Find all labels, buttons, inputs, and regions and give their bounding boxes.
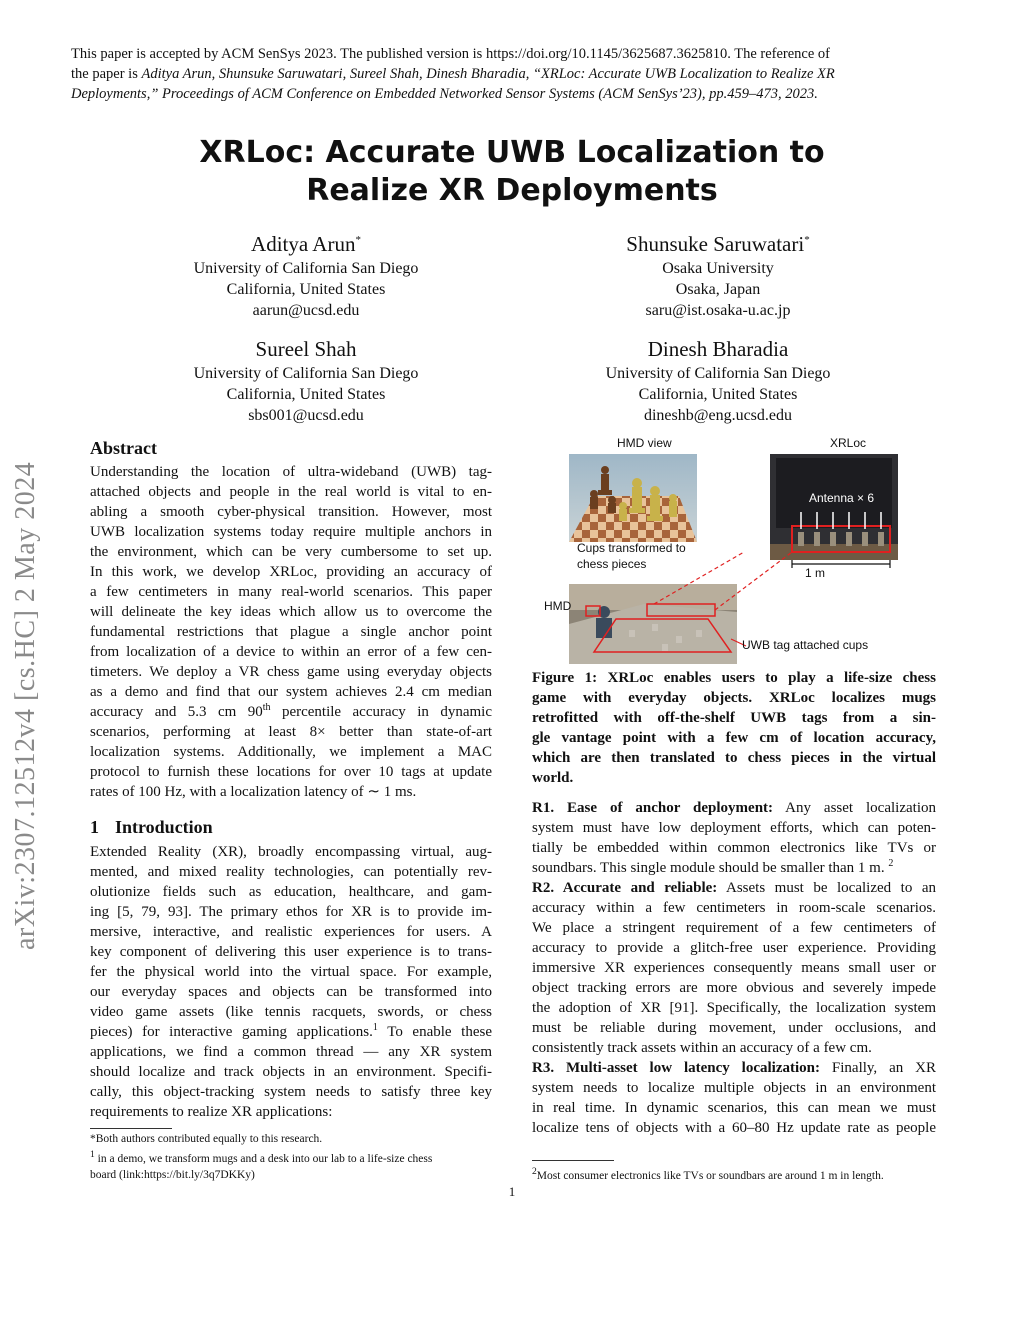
footnotes-left — [90, 1131, 492, 1183]
footnote-divider — [90, 1128, 172, 1129]
xrloc-device-image — [770, 454, 898, 568]
text-line: accuracy within a few centimeters in room-scale scenarios. — [532, 900, 936, 916]
text-line: R3. Multi-asset low latency localization: Finally, an XR — [532, 1060, 936, 1076]
text-line: attached objects and people in the real world is vital to en- — [90, 484, 492, 500]
text-line: pieces) for interactive gaming applications.$^1$ To enable these — [90, 1022, 492, 1040]
caption-line: game with everyday objects. XRLoc localizes mugs — [532, 690, 936, 706]
text-line: a few centimeters in many real-world scenarios. This paper — [90, 584, 492, 600]
introduction-heading — [90, 817, 213, 838]
text-line: scenarios, performing at least 8× better than state-of-art — [90, 724, 492, 740]
acceptance-line-3: Deployments,” Proceedings of ACM Conference on Embedded Networked Sensor Systems (ACM SenSys’23), pp.459–473, 2023. — [71, 86, 818, 102]
text-line: our everyday spaces and objects can be transformed into — [90, 984, 492, 1000]
text-line: consistently track assets within an accuracy of a few cm. — [532, 1040, 872, 1056]
text-line: the adoption of XR [91]. Specifically, the localization system — [532, 1000, 936, 1016]
author-location: Osaka, Japan — [675, 281, 761, 298]
text-line: tially be embedded within common electronics like TVs or — [532, 840, 936, 856]
text-line: from localization of a device to within an error of a few cen- — [90, 644, 492, 660]
author-affiliation: University of California San Diego — [193, 365, 419, 382]
author-location: California, United States — [638, 386, 798, 403]
paper-title — [140, 134, 884, 210]
author-email: aarun@ucsd.edu — [252, 302, 360, 319]
text-line: Understanding the location of ultra-wideband (UWB) tag- — [90, 464, 492, 480]
requirements-text — [532, 798, 936, 1138]
equal-contribution-mark: * — [355, 234, 361, 246]
author-block-2 — [542, 230, 894, 321]
introduction-text — [90, 842, 492, 1122]
footnote-1: $^1$ in a demo, we transform mugs and a desk into our lab to a life-size chess — [90, 1149, 433, 1165]
text-line: mersive, interactive, and realistic experiences for users. A — [90, 924, 492, 940]
caption-line: gle vantage point with a few cm of location accuracy, — [532, 730, 936, 746]
author-name: Shunsuke Saruwatari — [626, 232, 805, 256]
author-block-4 — [542, 335, 894, 426]
text-line: will delineate the key ideas which allow us to overcome the — [90, 604, 492, 620]
author-name: Aditya Arun — [251, 232, 356, 256]
lab-scene-image — [569, 584, 737, 664]
text-line: requirements to realize XR applications: — [90, 1104, 333, 1120]
person-with-hmd — [596, 606, 612, 638]
caption-line: retrofitted with off-the-shelf UWB tags from a sin- — [532, 710, 936, 726]
requirement-r3-label: R3. Multi-asset low latency localization: — [532, 1060, 820, 1076]
caption-line: Figure 1: XRLoc enables users to play a life-size chess — [532, 670, 936, 686]
text-line: accuracy and 5.3 cm 90th percentile accuracy in dynamic — [90, 702, 492, 720]
section-title: Introduction — [115, 817, 213, 837]
text-line: fer the physical world into the virtual space. For example, — [90, 964, 492, 980]
text-line: fundamental restrictions that plague a single anchor point — [90, 624, 492, 640]
title-line-2: Realize XR Deployments — [306, 173, 718, 208]
hmd-view-image — [569, 454, 697, 542]
text-line: localize tens of objects with a 60–80 Hz update rate as people — [532, 1120, 936, 1136]
hmd-view-label: HMD view — [617, 436, 672, 450]
abstract-heading: Abstract — [90, 438, 157, 458]
author-name: Sureel Shah — [255, 337, 357, 361]
author-affiliation: University of California San Diego — [605, 365, 831, 382]
xrloc-label: XRLoc — [830, 436, 867, 450]
caption-line: world. — [532, 770, 574, 786]
text-line: We place a stringent requirement of a few centimeters of — [532, 920, 936, 936]
author-email: sbs001@ucsd.edu — [248, 407, 364, 424]
footnote-equal-contribution: *Both authors contributed equally to this research. — [90, 1133, 323, 1145]
page-number: 1 — [508, 1184, 516, 1199]
author-email: dineshb@eng.ucsd.edu — [643, 407, 793, 424]
text-line: olutionize fields such as education, healthcare, and gam- — [90, 884, 492, 900]
one-meter-label: 1 m — [805, 566, 826, 580]
arxiv-identifier: arXiv:2307.12512v4 [cs.HC] 2 May 2024 — [10, 461, 41, 950]
text-line: R2. Accurate and reliable: Assets must be localized to an — [532, 880, 936, 896]
text-line: as a demo and find that our system achieves 2.4 cm median — [90, 684, 492, 700]
uwb-tag-cups-label: UWB tag attached cups — [742, 638, 869, 652]
text-line: must be reliable during movement, under occlusions, and — [532, 1020, 936, 1036]
acceptance-line-2: the paper is Aditya Arun, Shunsuke Saruwatari, Sureel Shah, Dinesh Bharadia, “XRLoc: Accurate UWB Localization to Realize XR — [71, 66, 835, 82]
antenna-label: Antenna × 6 — [809, 491, 875, 505]
footnote-ref-1: 1 — [372, 1022, 378, 1033]
cups-transformed-label-2: chess pieces — [577, 557, 647, 571]
text-line: R1. Ease of anchor deployment: Any asset localization — [532, 800, 936, 816]
requirement-r2-label: R2. Accurate and reliable: — [532, 880, 718, 896]
author-affiliation: University of California San Diego — [193, 260, 419, 277]
author-location: California, United States — [226, 386, 386, 403]
hmd-label: HMD — [544, 599, 572, 613]
footnote-ref-2: 2 — [888, 858, 894, 869]
text-line: UWB localization systems today require multiple anchors in — [90, 524, 492, 540]
text-line: video game assets (like tennis racquets, swords, or chess — [90, 1004, 492, 1020]
author-name: Dinesh Bharadia — [647, 337, 789, 361]
cups-transformed-label-1: Cups transformed to — [577, 541, 686, 555]
text-line: should localize and track objects in an environment. Specifi- — [90, 1064, 492, 1080]
text-line: localization systems. Additionally, we implement a MAC — [90, 744, 492, 760]
author-email: saru@ist.osaka-u.ac.jp — [645, 302, 791, 319]
author-block-1 — [130, 230, 482, 321]
text-line: in real time. In dynamic scenarios, this can mean we must — [532, 1100, 936, 1116]
footnote-1-continued: board (link:https://bit.ly/3q7DKKy) — [90, 1168, 255, 1181]
title-line-1: XRLoc: Accurate UWB Localization to — [199, 135, 825, 170]
figure-1 — [534, 434, 936, 664]
author-location: California, United States — [226, 281, 386, 298]
abstract-text — [90, 462, 492, 802]
text-line: key component of delivering this user experience is to trans- — [90, 944, 492, 960]
author-block-3 — [130, 335, 482, 426]
text-line: system needs to localize multiple objects in an environment — [532, 1080, 936, 1096]
acceptance-line-1: This paper is accepted by ACM SenSys 2023. The published version is https://doi.org/10.1145/3625687.3625810. The reference of — [71, 46, 830, 62]
text-line: accuracy to provide a glitch-free user experience. Providing — [532, 940, 936, 956]
text-line: system must have low deployment efforts, which can poten- — [532, 820, 936, 836]
text-line: ing [5, 79, 93]. The primary ethos for XR is to provide im- — [90, 904, 492, 920]
text-line: the environment, which can be very cumbersome to set up. — [90, 544, 492, 560]
text-line: applications, we find a common thread — any XR system — [90, 1044, 492, 1060]
footnote-divider-right — [532, 1160, 614, 1161]
text-line: abling a smooth cyber-physical transition. However, most — [90, 504, 492, 520]
text-line: mented, and mixed reality technologies, can potentially rev- — [90, 864, 492, 880]
author-affiliation: Osaka University — [662, 260, 774, 277]
footnote-2: $^2$Most consumer electronics like TVs or soundbars are around 1 m in length. — [532, 1166, 884, 1182]
section-number: 1 — [90, 817, 99, 837]
text-line: Extended Reality (XR), broadly encompassing virtual, aug- — [90, 844, 492, 860]
figure-1-caption — [532, 668, 936, 788]
text-line: timeters. We deploy a VR chess game using everyday objects — [90, 664, 492, 680]
requirement-r1-label: R1. Ease of anchor deployment: — [532, 800, 774, 816]
text-line: immersive XR experiences consequently means small user or — [532, 960, 936, 976]
text-line: cally, this object-tracking system needs to satisfy three key — [90, 1084, 492, 1100]
equal-contribution-mark: * — [804, 234, 810, 246]
acceptance-note — [71, 44, 951, 104]
text-line: rates of 100 Hz, with a localization latency of ∼ 1 ms. — [90, 784, 417, 800]
caption-line: which are then translated to chess pieces in the virtual — [532, 750, 936, 766]
text-line: soundbars. This single module should be smaller than 1 m. $^2$ — [532, 858, 894, 876]
text-line: In this work, we develop XRLoc, providing an accuracy of — [90, 564, 492, 580]
text-line: protocol to furnish these locations for over 10 tags at update — [90, 764, 492, 780]
text-line: object tracking errors are more obvious and severely impede — [532, 980, 936, 996]
